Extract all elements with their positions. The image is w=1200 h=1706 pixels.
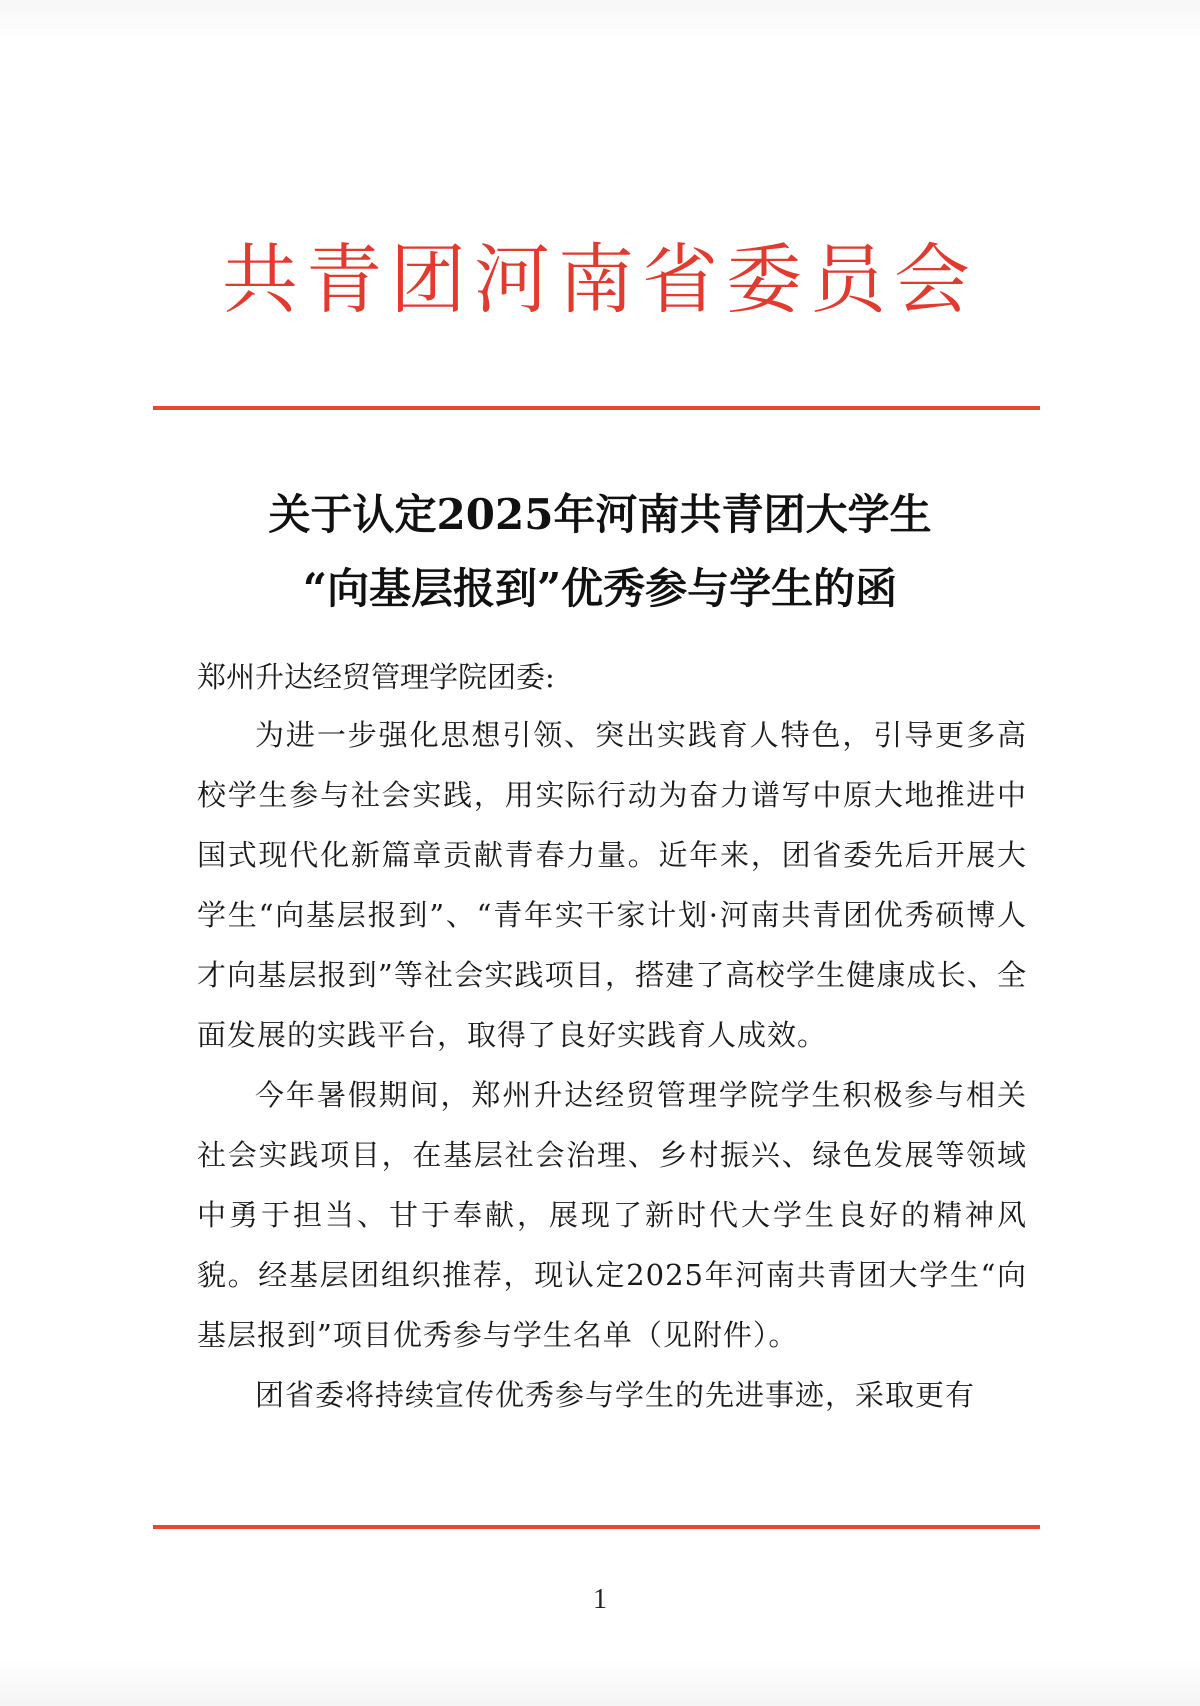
- body-paragraph-2: 今年暑假期间，郑州升达经贸管理学院学生积极参与相关社会实践项目，在基层社会治理、乡村振兴、绿色发展等领域中勇于担当、甘于奉献，展现了新时代大学生良好的精神风貌。经基层团组织推荐，现认定2025年河南共青团大学生“向基层报到”项目优秀参与学生名单（见附件）。: [197, 1078, 1027, 1352]
- document-body: [197, 705, 1027, 1425]
- body-paragraph-3: 团省委将持续宣传优秀参与学生的先进事迹，采取更有: [255, 1378, 976, 1412]
- body-paragraph-1: 为进一步强化思想引领、突出实践育人特色，引导更多高校学生参与社会实践，用实际行动为奋力谱写中原大地推进中国式现代化新篇章贡献青春力量。近年来，团省委先后开展大学生“向基层报到”、“青年实干家计划·河南共青团优秀硕博人才向基层报到”等社会实践项目，搭建了高校学生健康成长、全面发展的实践平台，取得了良好实践育人成效。: [197, 718, 1027, 1052]
- salutation: 郑州升达经贸管理学院团委:: [197, 660, 555, 694]
- document-title-line-1: 关于认定2025年河南共青团大学生: [268, 490, 932, 539]
- letterhead-red-rule: [153, 406, 1040, 410]
- page-number: 1: [593, 1584, 607, 1615]
- footer-red-rule: [153, 1525, 1040, 1529]
- document-title-line-2: “向基层报到”优秀参与学生的函: [302, 564, 898, 613]
- letterhead-title: 共青团河南省委员会: [222, 235, 978, 324]
